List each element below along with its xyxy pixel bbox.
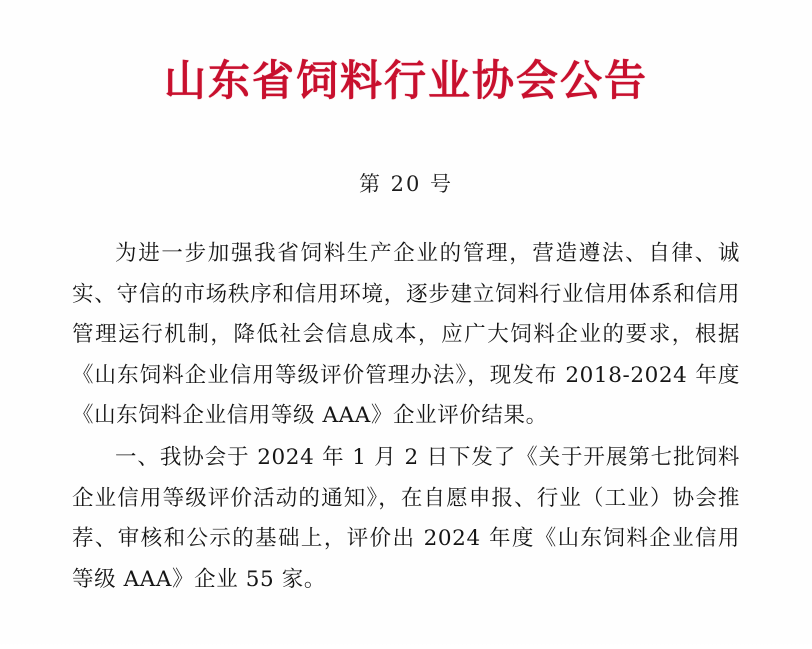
document-body <box>72 198 740 600</box>
paragraph-2: 一、我协会于 2024 年 1 月 2 日下发了《关于开展第七批饲料企业信用等级评价活动的通知》，在自愿申报、行业（工业）协会推荐、审核和公示的基础上，评价出 2024 年度《山东饲料企业信用等级 AAA》企业 55 家。 <box>72 445 740 592</box>
page-title: 山东省饲料行业协会公告 <box>163 56 648 105</box>
page-bottom-fade <box>0 639 812 649</box>
document-number: 第 20 号 <box>358 172 454 197</box>
paragraph-1: 为进一步加强我省饲料生产企业的管理，营造遵法、自律、诚实、守信的市场秩序和信用环境，逐步建立饲料行业信用体系和信用管理运行机制，降低社会信息成本，应广大饲料企业的要求，根据《山东饲料企业信用等级评价管理办法》，现发布 2018-2024 年度《山东饲料企业信用等级 AAA》企业评价结果。 <box>72 241 740 429</box>
